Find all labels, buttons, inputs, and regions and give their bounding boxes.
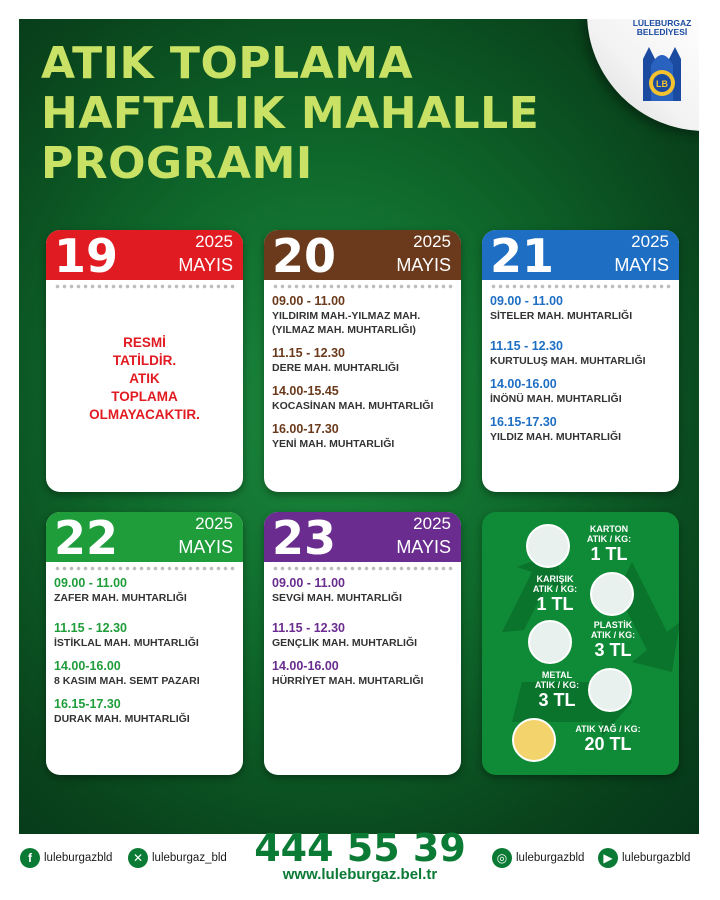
schedule-time: 16.15-17.30 [54,697,121,711]
day-number: 20 [272,230,337,283]
schedule-time: 09.00 - 11.00 [54,576,127,590]
schedule-entry [272,384,451,413]
day-year: 2025 [195,232,233,251]
day-card-header [482,230,679,283]
schedule-entry [272,621,451,650]
schedule-place: DERE MAH. MUHTARLIĞI [272,362,399,374]
schedule-entry [490,377,669,406]
schedule-entry [272,576,451,605]
page-title [41,39,539,189]
logo-line-1: LÜLEBURGAZ [632,19,692,28]
recycle-item-oil [558,724,658,754]
recycle-item-cardboard [574,524,644,564]
instagram-handle: luleburgazbld [516,852,585,864]
day-card-22 [46,512,243,775]
holiday-line: ATIK [129,371,160,386]
schedule-time: 16.15-17.30 [490,415,557,429]
logo-emblem-icon [637,39,687,105]
calendar-holes [54,283,235,290]
day-year: 2025 [413,232,451,251]
schedule-place-detail: (YILMAZ MAH. MUHTARLIĞI) [272,324,416,336]
day-card-20 [264,230,461,492]
youtube-icon: ▶ [598,848,618,868]
schedule-place: KOCASİNAN MAH. MUHTARLIĞI [272,400,434,412]
phone-number[interactable]: 444 55 39 [254,826,466,870]
recycle-label: ATIK / KG: [532,584,578,594]
recycle-label: PLASTİK [593,620,633,630]
recycle-price: 1 TL [590,544,628,564]
mixed-waste-icon [590,572,634,616]
poster-background [19,19,699,834]
schedule-time: 14.00-16.00 [490,377,557,391]
schedule-time: 16.00-17.30 [272,422,339,436]
recycle-price: 3 TL [594,640,632,660]
day-number: 23 [272,512,337,565]
schedule-list [264,572,461,705]
youtube-link[interactable] [598,848,690,868]
recycle-label: KARIŞIK [536,574,574,584]
day-card-header [264,230,461,283]
logo-initials: LB [656,79,668,89]
facebook-icon: f [20,848,40,868]
holiday-line: RESMİ [123,335,166,350]
day-card-23 [264,512,461,775]
schedule-entry [54,697,233,726]
schedule-entry [490,339,669,368]
schedule-entry [54,576,233,605]
schedule-entry [54,621,233,650]
schedule-list [264,290,461,468]
day-number: 22 [54,512,119,565]
recycle-price: 3 TL [538,690,576,710]
plastic-icon [528,620,572,664]
day-card-19 [46,230,243,492]
schedule-time: 11.15 - 12.30 [272,346,345,360]
schedule-time: 14.00-15.45 [272,384,339,398]
day-month: MAYIS [178,255,233,275]
schedule-entry [490,415,669,444]
recycle-price: 1 TL [536,594,574,614]
title-line-2: HAFTALIK MAHALLE [41,88,540,139]
municipality-logo [631,19,693,111]
day-card-header [46,230,243,283]
holiday-line: TATİLDİR. [112,353,177,368]
recycle-price: 20 TL [584,734,632,754]
logo-line-2: BELEDİYESİ [636,27,688,37]
instagram-icon: ◎ [492,848,512,868]
x-icon: ✕ [128,848,148,868]
recycling-price-card [482,512,679,775]
schedule-time: 09.00 - 11.00 [272,294,345,308]
cooking-oil-icon [512,718,556,762]
footer [0,826,720,900]
schedule-time: 09.00 - 11.00 [490,294,563,308]
schedule-time: 11.15 - 12.30 [54,621,127,635]
schedule-list [46,572,243,743]
instagram-link[interactable] [492,848,584,868]
calendar-holes [272,283,453,290]
schedule-place: İNÖNÜ MAH. MUHTARLIĞI [490,393,622,405]
schedule-place: 8 KASIM MAH. SEMT PAZARI [54,675,200,687]
day-number: 21 [490,230,555,283]
calendar-holes [54,565,235,572]
recycle-label: ATIK YAĞ / KG: [575,724,641,734]
day-month: MAYIS [396,537,451,557]
day-card-21 [482,230,679,492]
recycle-label: ATIK / KG: [534,680,580,690]
facebook-handle: luleburgazbld [44,852,113,864]
title-line-1: ATIK TOPLAMA [41,38,414,89]
recycle-label: METAL [541,670,573,680]
calendar-holes [272,565,453,572]
schedule-place: SİTELER MAH. MUHTARLIĞI [490,310,633,322]
schedule-place: YENİ MAH. MUHTARLIĞI [272,438,395,450]
holiday-notice [46,334,243,424]
schedule-entry [490,294,669,323]
schedule-place: KURTULUŞ MAH. MUHTARLIĞI [490,355,646,367]
day-year: 2025 [413,514,451,533]
schedule-entry [272,659,451,688]
schedule-time: 09.00 - 11.00 [272,576,345,590]
day-card-header [46,512,243,565]
x-handle: luleburgaz_bld [152,852,227,864]
schedule-entry [272,294,451,337]
schedule-list [482,290,679,461]
recycle-label: ATIK / KG: [590,630,636,640]
cardboard-icon [526,524,570,568]
schedule-time: 11.15 - 12.30 [490,339,563,353]
title-line-3: PROGRAMI [41,138,313,189]
day-number: 19 [54,230,119,283]
day-card-header [264,512,461,565]
youtube-handle: luleburgazbld [622,852,691,864]
x-link[interactable] [128,848,227,868]
metal-icon [588,668,632,712]
recycle-item-plastic [578,620,648,660]
holiday-line: TOPLAMA [111,389,178,404]
day-year: 2025 [195,514,233,533]
schedule-place: YILDIRIM MAH.-YILMAZ MAH. [272,310,421,322]
day-month: MAYIS [178,537,233,557]
facebook-link[interactable] [20,848,112,868]
schedule-place: HÜRRİYET MAH. MUHTARLIĞI [272,675,424,687]
schedule-place: DURAK MAH. MUHTARLIĞI [54,713,190,725]
schedule-time: 14.00-16.00 [272,659,339,673]
schedule-entry [272,422,451,451]
schedule-place: YILDIZ MAH. MUHTARLIĞI [490,431,622,443]
recycle-item-mixed [520,574,590,614]
schedule-entry [54,659,233,688]
day-year: 2025 [631,232,669,251]
schedule-place: ZAFER MAH. MUHTARLIĞI [54,592,187,604]
day-month: MAYIS [614,255,669,275]
schedule-place: İSTİKLAL MAH. MUHTARLIĞI [54,637,199,649]
schedule-time: 14.00-16.00 [54,659,121,673]
recycle-label: ATIK / KG: [586,534,632,544]
recycle-item-metal [522,670,592,710]
calendar-holes [490,283,671,290]
schedule-entry [272,346,451,375]
day-month: MAYIS [396,255,451,275]
schedule-place: SEVGİ MAH. MUHTARLIĞI [272,592,402,604]
website-link[interactable]: www.luleburgaz.bel.tr [282,866,438,883]
schedule-time: 11.15 - 12.30 [272,621,345,635]
schedule-place: GENÇLİK MAH. MUHTARLIĞI [272,637,418,649]
holiday-line: OLMAYACAKTIR. [89,407,200,422]
recycle-label: KARTON [589,524,629,534]
